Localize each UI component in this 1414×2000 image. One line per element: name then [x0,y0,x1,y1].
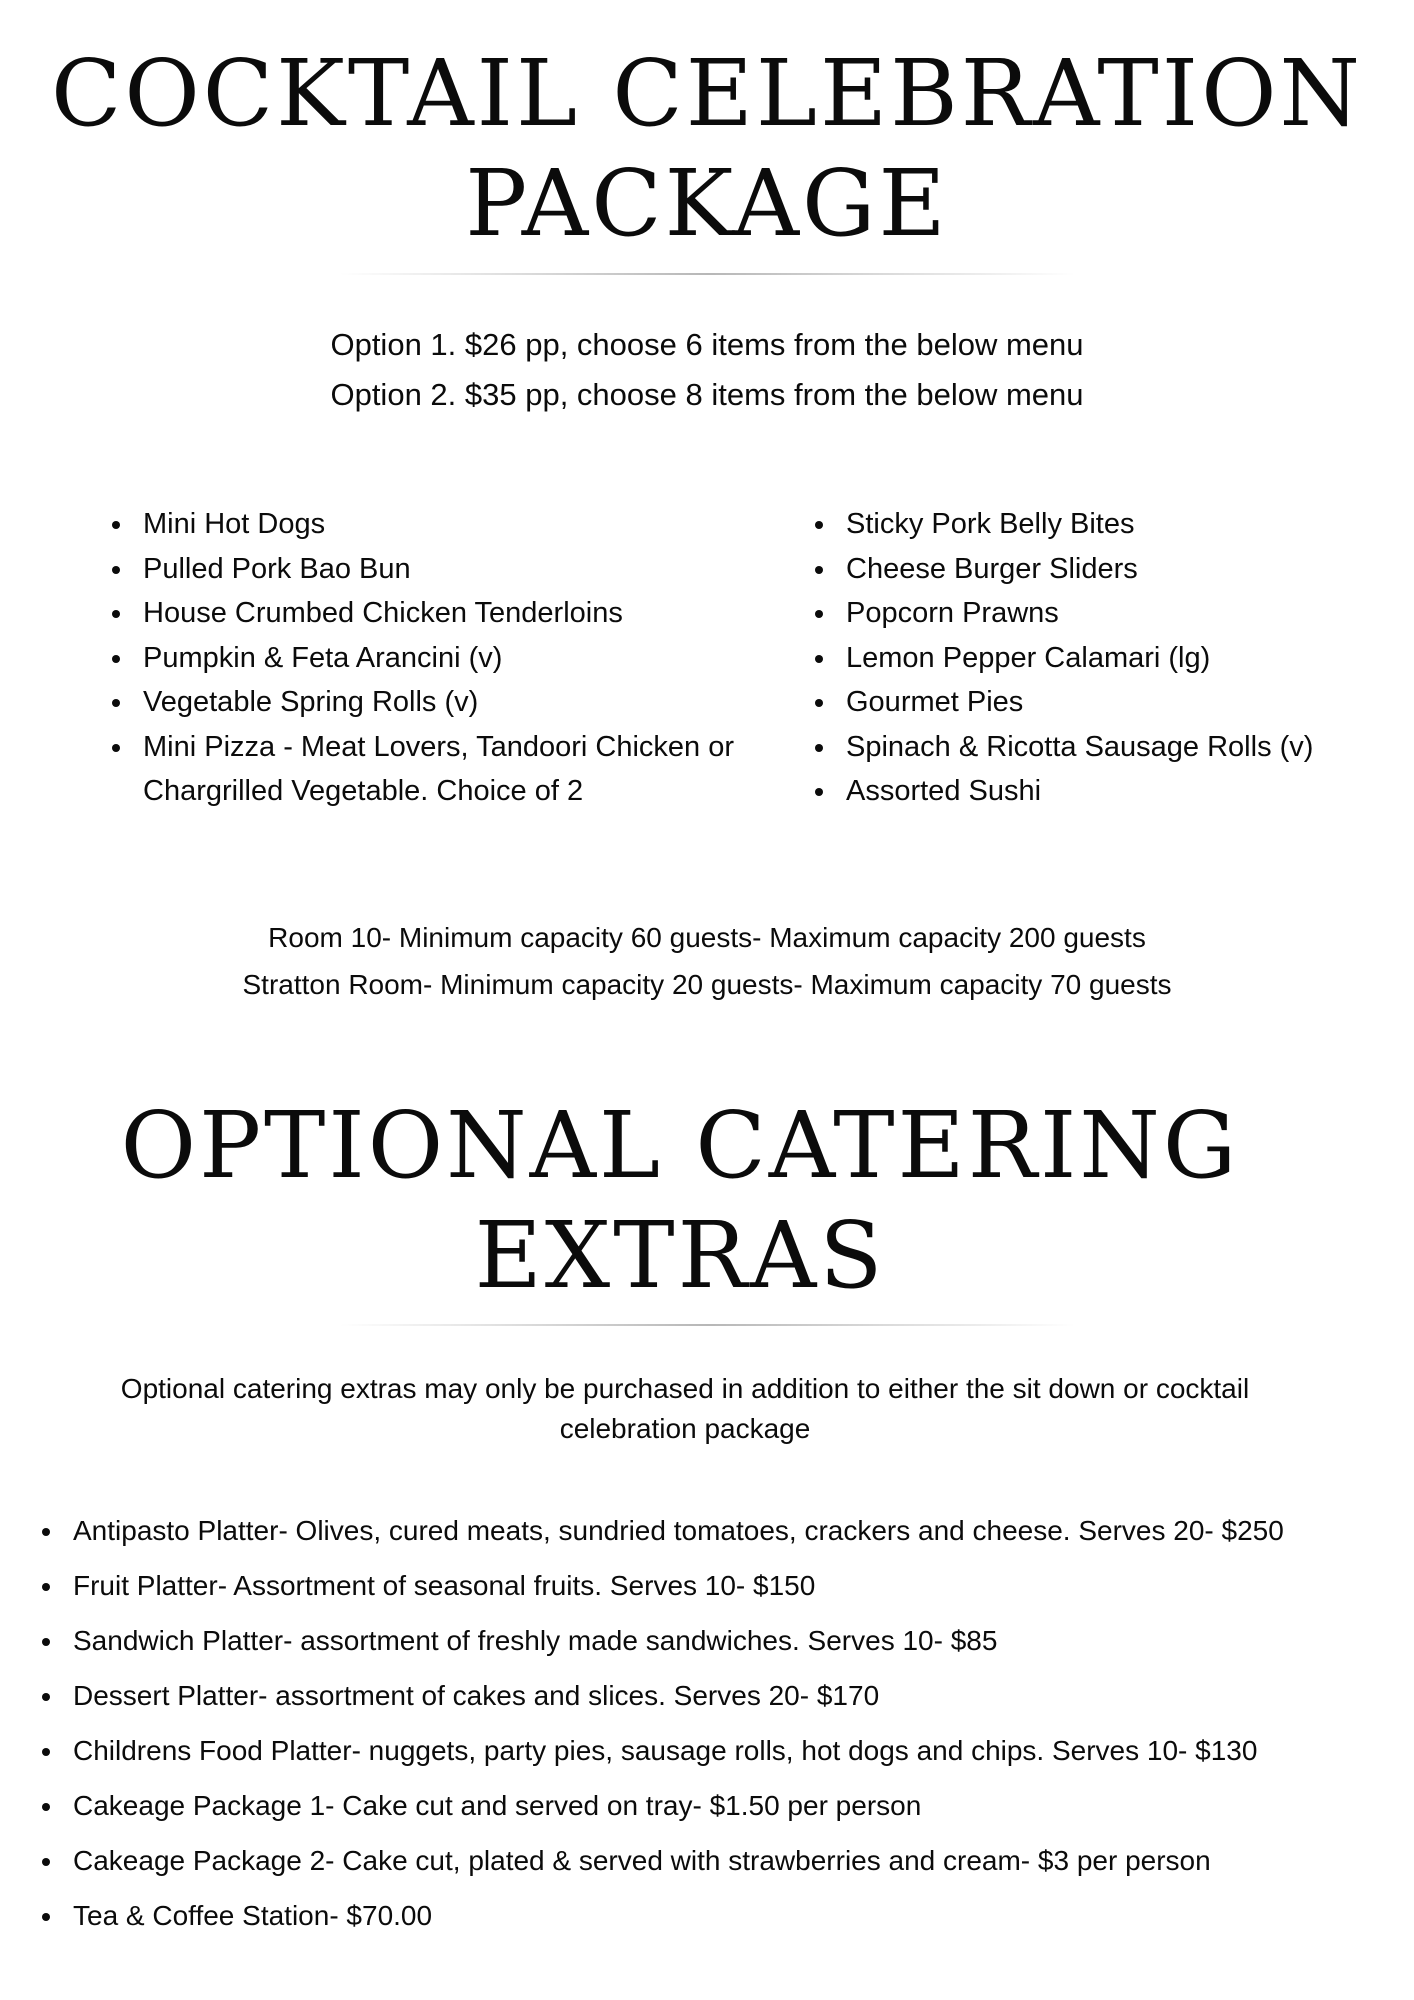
extras-item: Tea & Coffee Station- $70.00 [40,1888,1390,1943]
extras-item: Antipasto Platter- Olives, cured meats, sundried tomatoes, crackers and cheese. Serves 20- $250 [40,1503,1390,1558]
pricing-option: Option 1. $26 pp, choose 6 items from the below menu [330,327,1084,362]
menu-item: Spinach & Ricotta Sausage Rolls (v) [813,725,1383,770]
title-divider-2 [340,1324,1075,1326]
menu-item: Sticky Pork Belly Bites [813,502,1383,547]
cocktail-package-title-line-1: COCKTAIL CELEBRATION [50,40,1364,147]
menu-item: Mini Hot Dogs [110,502,760,547]
extras-list [40,1503,1390,1943]
room-capacity-info [0,914,1414,1008]
extras-intro-text: Optional catering extras may only be purchased in addition to either the sit down or cocktail celebration package [120,1373,1250,1444]
menu-left-column [110,502,760,814]
menu-right-column [813,502,1383,814]
optional-extras-title-line-1: OPTIONAL CATERING [120,1092,1240,1199]
room-capacity-line: Room 10- Minimum capacity 60 guests- Maximum capacity 200 guests [268,922,1146,953]
menu-item: Cheese Burger Sliders [813,547,1383,592]
menu-item: Lemon Pepper Calamari (lg) [813,636,1383,681]
menu-item: Pulled Pork Bao Bun [110,547,760,592]
extras-item: Cakeage Package 2- Cake cut, plated & served with strawberries and cream- $3 per person [40,1833,1390,1888]
extras-item: Fruit Platter- Assortment of seasonal fruits. Serves 10- $150 [40,1558,1390,1613]
optional-extras-title-line-2: EXTRAS [474,1202,886,1309]
cocktail-package-title [0,40,1414,257]
menu-item: Vegetable Spring Rolls (v) [110,680,760,725]
pricing-options [0,320,1414,420]
title-divider-1 [340,273,1075,275]
extras-item: Sandwich Platter- assortment of freshly made sandwiches. Serves 10- $85 [40,1613,1390,1668]
menu-item: Pumpkin & Feta Arancini (v) [110,636,760,681]
menu-item: Mini Pizza - Meat Lovers, Tandoori Chicken or Chargrilled Vegetable. Choice of 2 [110,725,760,814]
optional-extras-title [0,1092,1360,1309]
cocktail-package-title-line-2: PACKAGE [465,150,949,257]
menu-item: Popcorn Prawns [813,591,1383,636]
room-capacity-line: Stratton Room- Minimum capacity 20 guests- Maximum capacity 70 guests [242,969,1172,1000]
menu-item: Gourmet Pies [813,680,1383,725]
extras-item: Childrens Food Platter- nuggets, party pies, sausage rolls, hot dogs and chips. Serves 10- $130 [40,1723,1390,1778]
menu-item: House Crumbed Chicken Tenderloins [110,591,760,636]
menu-item: Assorted Sushi [813,769,1383,814]
pricing-option: Option 2. $35 pp, choose 8 items from the below menu [330,377,1084,412]
extras-item: Dessert Platter- assortment of cakes and slices. Serves 20- $170 [40,1668,1390,1723]
extras-item: Cakeage Package 1- Cake cut and served on tray- $1.50 per person [40,1778,1390,1833]
